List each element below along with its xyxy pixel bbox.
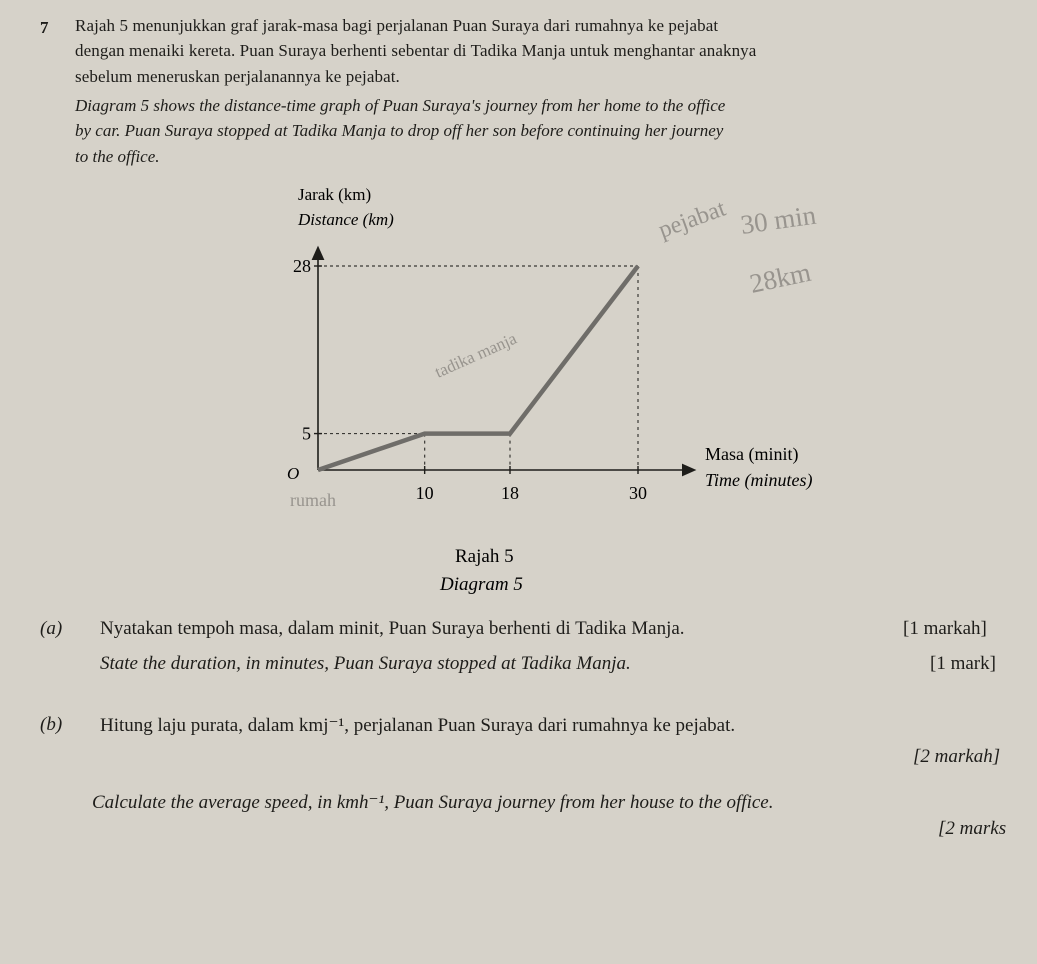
part-a-text-en: State the duration, in minutes, Puan Suraya stopped at Tadika Manja. xyxy=(100,653,631,674)
part-b-text-ms: Hitung laju purata, dalam kmj⁻¹, perjalanan Puan Suraya dari rumahnya ke pejabat. xyxy=(100,715,736,736)
x-axis-label-ms: Masa (minit) xyxy=(705,444,799,464)
intro-en-line-1: Diagram 5 shows the distance-time graph of Puan Suraya's journey from her home to the office xyxy=(75,96,726,115)
x-tick-label: 18 xyxy=(501,483,519,503)
intro-ms-line-2: dengan menaiki kereta. Puan Suraya berhenti sebentar di Tadika Manja untuk menghantar anaknya xyxy=(75,41,757,60)
part-a-marks-ms: [1 markah] xyxy=(903,618,987,639)
part-a-text-ms: Nyatakan tempoh masa, dalam minit, Puan Suraya berhenti di Tadika Manja. xyxy=(100,618,685,639)
figure-caption-ms: Rajah 5 xyxy=(455,546,514,567)
y-tick-label: 5 xyxy=(302,423,311,444)
part-b-text-en: Calculate the average speed, in kmh⁻¹, Puan Suraya journey from her house to the office. xyxy=(92,792,774,813)
x-tick-label: 10 xyxy=(415,483,434,503)
part-a-label: (a) xyxy=(40,618,63,639)
intro-en-line-2: by car. Puan Suraya stopped at Tadika Manja to drop off her son before continuing her journey xyxy=(75,121,724,140)
part-a-marks-en: [1 mark] xyxy=(930,653,996,674)
part-b-label: (b) xyxy=(40,714,63,735)
figure-caption-en: Diagram 5 xyxy=(440,574,523,595)
intro-ms-line-1: Rajah 5 menunjukkan graf jarak-masa bagi perjalanan Puan Suraya dari rumahnya ke pejabat xyxy=(75,16,719,35)
y-axis-label-en: Distance (km) xyxy=(298,210,394,229)
question-number: 7 xyxy=(40,18,49,37)
handwritten-note-3: 28km xyxy=(747,256,814,299)
y-axis-label-ms: Jarak (km) xyxy=(298,185,372,204)
handwritten-note-5: rumah xyxy=(290,490,336,510)
part-b-marks-ms: [2 markah] xyxy=(913,746,1001,767)
origin-label: O xyxy=(287,464,300,483)
y-tick-label: 28 xyxy=(293,256,311,276)
x-axis-label-en: Time (minutes) xyxy=(705,470,813,490)
intro-ms-line-3: sebelum meneruskan perjalanannya ke pejabat. xyxy=(75,67,400,86)
handwritten-note-2: 30 min xyxy=(738,199,818,240)
handwritten-note-4: tadika manja xyxy=(431,328,520,382)
part-b-marks-en: [2 marks xyxy=(938,818,1007,839)
journey-line xyxy=(318,266,638,470)
handwritten-note-1: pejabat xyxy=(655,195,730,244)
intro-en-line-3: to the office. xyxy=(75,147,160,166)
x-tick-label: 30 xyxy=(629,483,647,503)
